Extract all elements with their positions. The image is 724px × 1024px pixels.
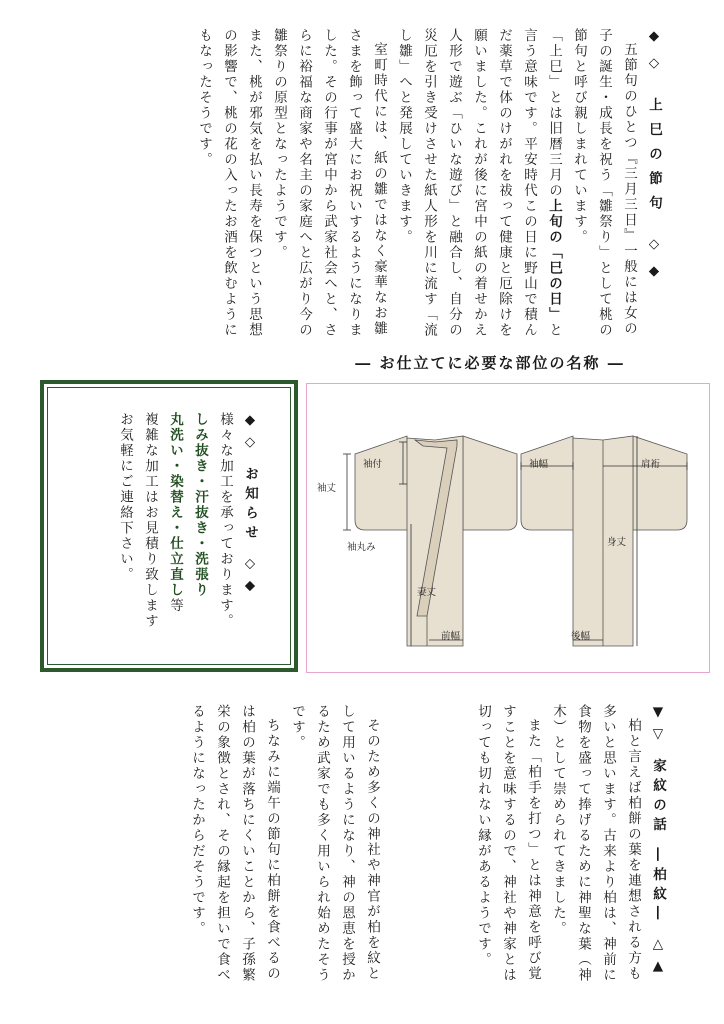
notice-line-5: お気軽にご連絡下さい。 — [117, 412, 133, 583]
notice-heading: ◆◇ お知らせ ◇◆ — [242, 412, 258, 600]
kamon-paragraph-3: そのため多くの神社や神官が柏を紋として用いるようになり、神の恩恵を授かるため武家でも多く用いられ始めたそうです。 — [289, 704, 380, 983]
joshi-section — [191, 28, 666, 340]
kamon-paragraph-4: ちなみに端午の節句に柏餅を食べるのは柏の葉が落ちにくいことから、子孫繁栄の象徴とされ、その縁起を担いで食べるようになったからだそうです。 — [189, 704, 280, 983]
label-mitake-front: 妻丈 — [417, 587, 437, 598]
label-sodemarumi: 袖丸み — [347, 542, 376, 553]
back-left-sleeve — [521, 436, 575, 530]
notice-box — [40, 380, 298, 672]
label-katayuki: 肩裄 — [641, 459, 661, 470]
notice-services-2-suffix: 等 — [167, 598, 183, 614]
kamon-paragraph-2: また「柏手を打つ」とは神意を呼び覚すことを意味するので、神社や神家とは切っても切れない縁があるようです。 — [475, 704, 541, 983]
back-right-sleeve — [633, 436, 687, 530]
notice-services-2-text: 丸洗い・染替え・仕立直し — [167, 412, 183, 598]
kamon-section — [470, 704, 670, 990]
joshi-paragraph-4: また、桃が邪気を払い長寿を保つという思想の影響で、桃の花の入ったお酒を飲むようにもなったそうです。 — [196, 28, 262, 338]
label-maehaba: 前幅 — [441, 631, 461, 642]
notice-services-1: しみ抜き・汗抜き・洗張り — [192, 412, 208, 598]
kimono-illustration — [307, 384, 711, 674]
joshi-p2-end: と言う意味です。平安時代この日に野山で積んだ薬草で体のけがれを祓って健康と厄除けを願いました。これが後に宮中の紙の着せかえ人形で遊ぶ「ひいな遊び」と融合し、自分の災厄を引き受けさせた紙人形を川に流す「流し雛」へと発展していきます。 — [396, 28, 562, 338]
kamon-section-continued — [184, 704, 384, 990]
joshi-paragraph-2 — [391, 28, 566, 340]
kamon-heading: ▼▽ 家紋の話 ―柏紋― △▲ — [650, 704, 666, 981]
label-sodehaba: 袖幅 — [529, 459, 549, 470]
label-ushirohaba: 後幅 — [571, 631, 591, 642]
kimono-diagram — [306, 383, 710, 673]
joshi-paragraph-3: 室町時代には、紙の雛ではなく豪華なお雛さまを飾って盛大にお祝いするようになりました。その行事が宮中から武家社会へと、さらに裕福な商家や名主の家庭へと広がり今の雛祭りの原型となったようです。 — [271, 28, 387, 338]
joshi-paragraph-1: 五節句のひとつ『三月三日』一般には女の子の誕生・成長を祝う「雛祭り」として桃の節句と呼び親しまれています。 — [571, 28, 637, 338]
notice-line-1: 様々な加工を承っております。 — [217, 412, 233, 629]
kamon-paragraph-1: 柏と言えば柏餅の葉を連想される方も多いと思います。古来より柏は、神前に食物を盛って捧げるために神聖な葉（神木）として崇められてきました。 — [550, 704, 641, 983]
notice-line-4: 複雑な加工はお見積り致します — [142, 412, 158, 629]
joshi-p2-start: 「上巳」とは旧暦三月の — [546, 28, 562, 199]
joshi-p2-emphasis: 上旬の「巳の日」 — [546, 198, 562, 323]
notice-services-2 — [162, 412, 187, 657]
label-mitake-back: 身丈 — [607, 537, 627, 548]
label-sodetsuke: 袖付 — [363, 459, 383, 470]
front-left-sleeve — [355, 436, 409, 530]
diagram-title: ― お仕立てに必要な部位の名称 ― — [355, 354, 625, 372]
label-sodetake: 袖丈 — [317, 483, 337, 494]
notice-text — [112, 412, 262, 657]
front-right-sleeve — [463, 436, 517, 530]
joshi-heading: ◆◇ 上巳の節句 ◇◆ — [646, 28, 662, 290]
